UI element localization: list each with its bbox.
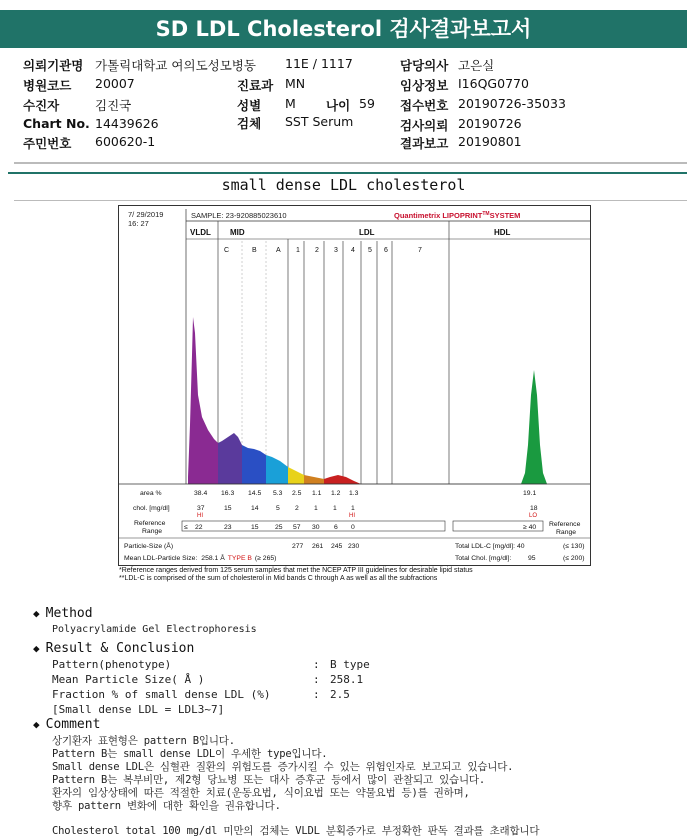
- comment-line: Pattern B는 small dense LDL이 우세한 type입니다.: [52, 748, 328, 760]
- comment-line: 상기환자 표현형은 pattern B입니다.: [52, 735, 235, 747]
- footnote-reference: *Reference ranges derived from 125 serum samples that met the NCEP ATP III guidelines for desirable lipid status: [119, 567, 473, 574]
- ref-ldl2: 30: [312, 524, 320, 531]
- ldl-sub-2: 2: [315, 247, 319, 254]
- band-vldl: VLDL: [190, 228, 211, 237]
- result-value-pattern: B type: [330, 658, 370, 671]
- total-chol-ref: (≤ 200): [563, 555, 585, 562]
- divider: [14, 200, 687, 201]
- ref-vldl: 22: [195, 524, 203, 531]
- flag-hi-ldl4: HI: [349, 513, 355, 519]
- chart-value: 14439626: [95, 116, 159, 131]
- area-vldl: 38.4: [194, 490, 208, 497]
- ref-mid-c: 23: [224, 524, 232, 531]
- patient-label: 수진자: [23, 98, 60, 113]
- ward-value: 11E / 1117: [285, 56, 353, 71]
- chol-mid-b: 14: [251, 505, 259, 512]
- dept-label: 진료과: [237, 78, 274, 93]
- ref-prefix: ≤: [184, 524, 188, 531]
- total-ldl-label: Total LDL-C [mg/dl]: 40: [455, 543, 525, 550]
- comment-line: 향후 pattern 변화에 대한 확인을 권유합니다.: [52, 800, 281, 812]
- code-label: 병원코드: [23, 78, 72, 93]
- divider: [14, 162, 687, 164]
- lipoprint-report: [118, 205, 592, 567]
- flag-hi-vldl: HI: [197, 513, 203, 519]
- ref-hdl: ≥ 40: [523, 524, 537, 531]
- comment-line: Pattern B는 복부비만, 제2형 당뇨병 또는 대사 증후군 등에서 많이 관찰되고 있습니다.: [52, 774, 485, 786]
- doctor-label: 담당의사: [400, 58, 449, 73]
- ldl-sub-6: 6: [384, 247, 388, 254]
- particle-ldl2: 261: [312, 543, 324, 550]
- row-ref-label-1: Reference: [134, 520, 166, 527]
- request-label: 검사의뢰: [400, 118, 449, 133]
- sex-label: 성별: [237, 98, 262, 113]
- row-ref-label-2: Range: [142, 528, 163, 535]
- total-chol-label: Total Chol. [mg/dl]:: [455, 555, 512, 562]
- ref-mid-a: 25: [275, 524, 283, 531]
- result-colon: :: [313, 658, 320, 671]
- age-label: 나이: [326, 98, 351, 113]
- ldl-sub-1: 1: [296, 247, 300, 254]
- divider-accent: [8, 172, 687, 174]
- area-mid-c: 16.3: [221, 490, 235, 497]
- code-value: 20007: [95, 76, 135, 91]
- ref-right-label-1: Reference: [549, 521, 581, 528]
- method-text: Polyacrylamide Gel Electrophoresis: [52, 624, 257, 635]
- chol-vldl: 37: [197, 505, 205, 512]
- ldl-sub-5: 5: [368, 247, 372, 254]
- chol-ldl1: 2: [295, 505, 299, 512]
- section-subtitle: small dense LDL cholesterol: [221, 176, 466, 194]
- row-area-label: area %: [140, 490, 162, 497]
- band-ldl: LDL: [359, 228, 375, 237]
- result-colon: :: [313, 688, 320, 701]
- chol-ldl4: 1: [351, 505, 355, 512]
- diamond-icon: ◆: [33, 607, 40, 620]
- mid-sub-a: A: [276, 247, 281, 254]
- total-chol-value: 95: [528, 555, 536, 562]
- chol-ldl2: 1: [314, 505, 318, 512]
- result-label-pattern: Pattern(phenotype): [52, 658, 172, 671]
- request-value: 20190726: [458, 116, 522, 131]
- ref-mid-b: 15: [251, 524, 259, 531]
- particle-size-label: Particle-Size (Å): [124, 543, 174, 550]
- receipt-label: 접수번호: [400, 98, 449, 113]
- mean-ldl-size: Mean LDL-Particle Size: 258.1 Å TYPE B (≥ 265): [124, 555, 277, 562]
- result-bracket-note: [Small dense LDL = LDL3~7]: [52, 703, 225, 716]
- clinical-value: I16QG0770: [458, 76, 529, 91]
- ldl-sub-3: 3: [334, 247, 338, 254]
- ref-ldl4: 0: [351, 524, 355, 531]
- lipoprint-time: 16: 27: [128, 219, 149, 228]
- chol-mid-a: 5: [276, 505, 280, 512]
- ref-ldl1: 57: [293, 524, 301, 531]
- band-hdl: HDL: [494, 228, 511, 237]
- ldl-sub-7: 7: [418, 247, 422, 254]
- diamond-icon: ◆: [33, 718, 40, 731]
- lipoprint-date: 7/ 29/2019: [128, 210, 164, 219]
- result-label-fraction: Fraction % of small dense LDL (%): [52, 688, 271, 701]
- area-ldl2: 1.1: [312, 490, 322, 497]
- doctor-value: 고은실: [458, 58, 495, 73]
- id-value: 600620-1: [95, 134, 156, 149]
- result-value-size: 258.1: [330, 673, 364, 686]
- sex-value: M: [285, 96, 296, 111]
- flag-lo-hdl: LO: [529, 513, 538, 519]
- particle-ldl3: 245: [331, 543, 343, 550]
- report-title: SD LDL Cholesterol 검사결과보고서: [155, 17, 532, 41]
- diamond-icon: ◆: [33, 642, 40, 655]
- report-title-bar: [0, 10, 687, 48]
- ref-ldl3: 6: [334, 524, 338, 531]
- comment-line: Cholesterol total 100 mg/dl 미만의 검체는 VLDL 분획증가로 부정확한 판독 결과를 초래합니다: [52, 825, 540, 837]
- age-value: 59: [359, 96, 375, 111]
- report-value: 20190801: [458, 134, 522, 149]
- hospital-label: 의뢰기관명: [23, 58, 84, 73]
- lipoprint-brand: Quantimetrix LIPOPRINT™SYSTEM: [394, 211, 521, 220]
- method-heading: ◆ Method: [33, 606, 93, 621]
- area-mid-a: 5.3: [273, 490, 283, 497]
- specimen-label: 검체: [237, 116, 262, 131]
- particle-ldl1: 277: [292, 543, 304, 550]
- chart-label: Chart No.: [23, 116, 90, 131]
- result-colon: :: [313, 673, 320, 686]
- comment-heading: ◆ Comment: [33, 717, 101, 732]
- result-heading: ◆ Result & Conclusion: [33, 641, 195, 656]
- patient-value: 김진국: [95, 98, 132, 113]
- particle-ldl4: 230: [348, 543, 360, 550]
- lipoprint-sample: SAMPLE: 23-920885023610: [191, 211, 287, 220]
- comment-line: Small dense LDL은 심혈관 질환의 위험도를 증가시킬 수 있는 위험인자로 보고되고 있습니다.: [52, 761, 514, 773]
- result-value-fraction: 2.5: [330, 688, 350, 701]
- area-ldl4: 1.3: [349, 490, 359, 497]
- area-mid-b: 14.5: [248, 490, 262, 497]
- mid-sub-c: C: [224, 247, 230, 254]
- total-ldl-ref: (≤ 130): [563, 543, 585, 550]
- report-label: 결과보고: [400, 136, 449, 151]
- chol-hdl: 18: [530, 505, 538, 512]
- hospital-value: 가톨릭대학교 여의도성모병동: [95, 58, 256, 73]
- chol-mid-c: 15: [224, 505, 232, 512]
- clinical-label: 임상정보: [400, 78, 449, 93]
- row-chol-label: chol. [mg/dl]: [133, 505, 170, 512]
- footnote-ldl: **LDL-C is comprised of the sum of cholesterol in Mid bands C through A as well as all the subfractions: [119, 575, 438, 582]
- dept-value: MN: [285, 76, 306, 91]
- id-label: 주민번호: [23, 136, 72, 151]
- specimen-value: SST Serum: [285, 114, 354, 129]
- chol-ldl3: 1: [333, 505, 337, 512]
- receipt-value: 20190726-35033: [458, 96, 566, 111]
- mid-sub-b: B: [252, 247, 257, 254]
- comment-line: 환자의 임상상태에 따른 적절한 치료(운동요법, 식이요법 또는 약물요법 등)를 권하며,: [52, 787, 470, 799]
- ref-right-label-2: Range: [556, 529, 577, 536]
- area-ldl1: 2.5: [292, 490, 302, 497]
- result-label-size: Mean Particle Size( Å ): [52, 673, 205, 686]
- band-mid: MID: [230, 228, 245, 237]
- ldl-sub-4: 4: [351, 247, 355, 254]
- area-hdl: 19.1: [523, 490, 537, 497]
- area-ldl3: 1.2: [331, 490, 341, 497]
